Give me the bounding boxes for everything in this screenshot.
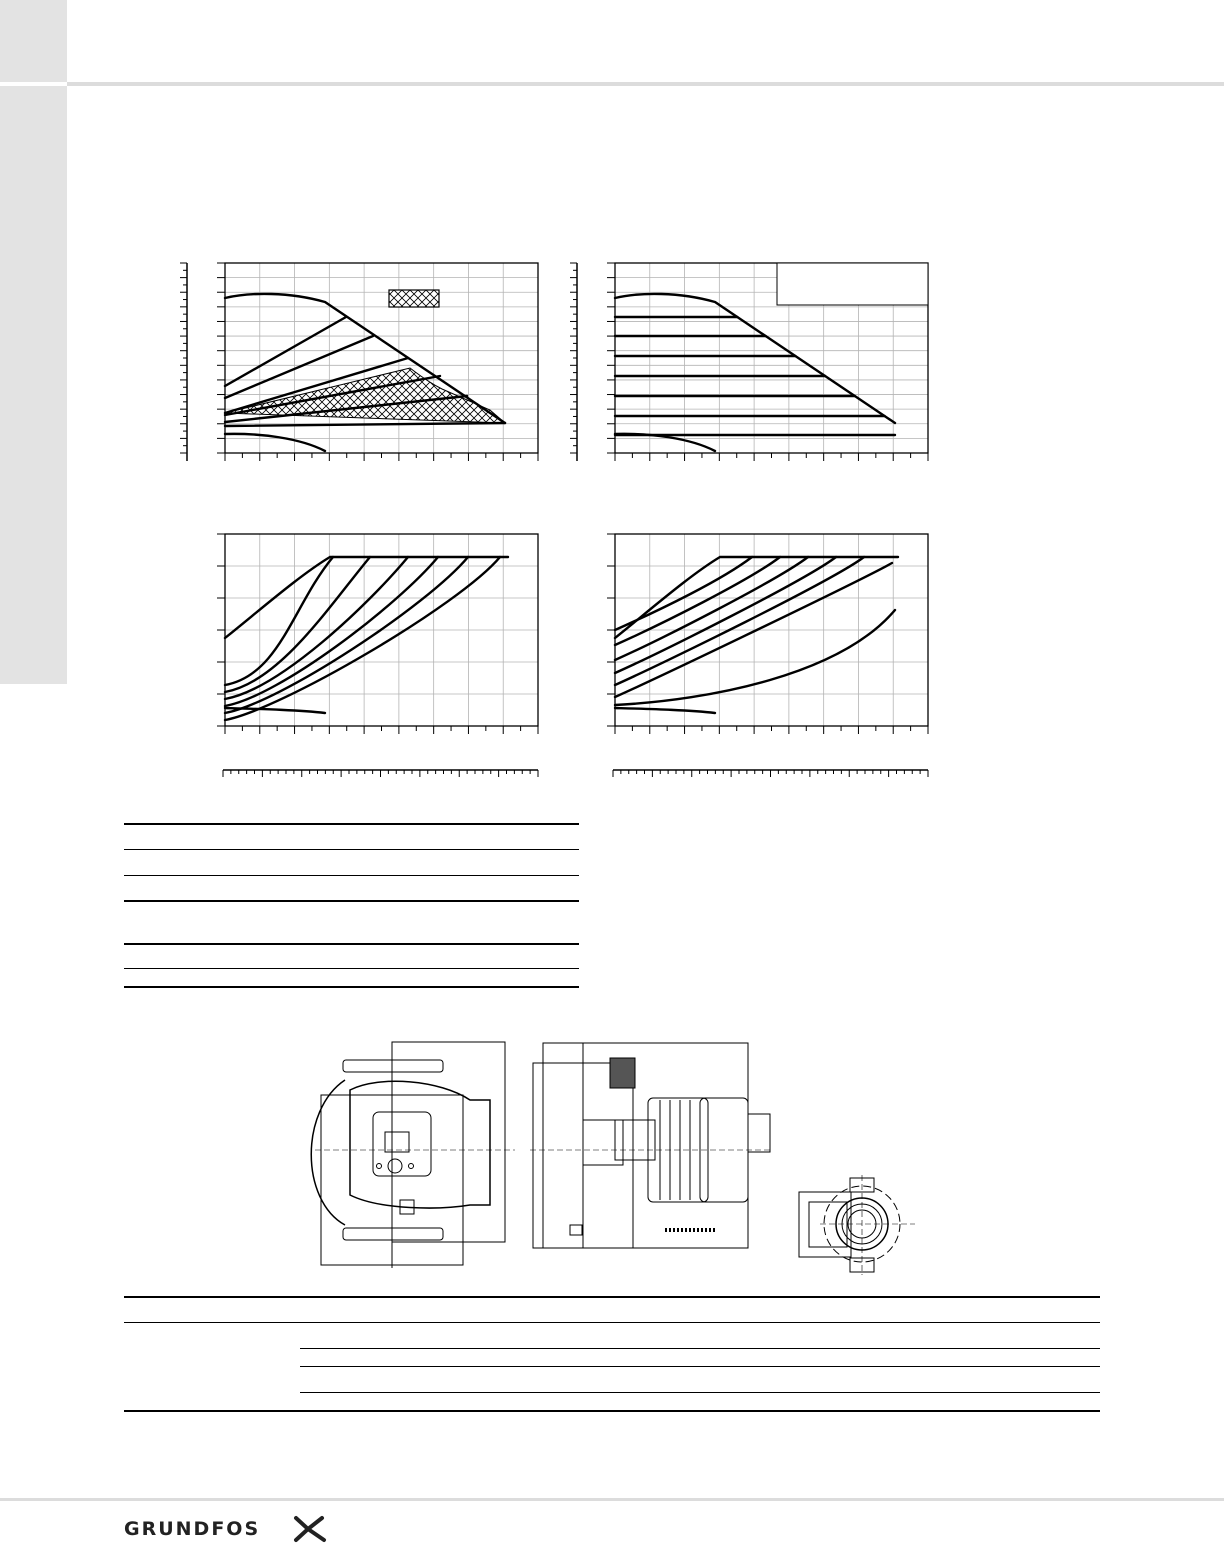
table-rule	[300, 1392, 1100, 1393]
section-sidebar	[0, 86, 67, 684]
table-rule	[124, 849, 579, 850]
table-rule	[124, 823, 579, 825]
table-rule	[124, 943, 579, 945]
flow-scale-right	[605, 760, 935, 780]
power-curve	[225, 557, 500, 720]
table-rule	[124, 1296, 1100, 1298]
min-power-curve	[225, 708, 325, 713]
table-rule	[124, 900, 579, 902]
min-curve	[615, 434, 715, 451]
max-curve	[615, 294, 895, 423]
power-curve	[225, 557, 333, 685]
power-curve	[615, 557, 864, 685]
grundfos-logo	[124, 1512, 334, 1548]
grundfos-x-icon	[294, 1516, 326, 1542]
chart-constant-pressure-power	[560, 525, 940, 735]
power-curve	[615, 557, 808, 660]
pump-side-section-drawing	[525, 1040, 775, 1265]
table-rule	[124, 986, 579, 988]
power-curve	[615, 557, 752, 630]
curve	[225, 317, 346, 386]
table-rule	[300, 1348, 1100, 1349]
chart-proportional-pressure-power	[170, 525, 550, 735]
max-power-curve	[225, 557, 508, 638]
header-rule	[67, 82, 1224, 86]
table-rule	[124, 1410, 1100, 1412]
table-rule	[124, 1322, 1100, 1323]
power-curve	[225, 557, 468, 713]
flow-scale-left	[215, 760, 545, 780]
logo-wordmark: GRUNDFOS	[124, 1518, 261, 1540]
table-rule	[300, 1366, 1100, 1367]
pump-front-view-drawing	[310, 1030, 520, 1270]
table-rule	[124, 875, 579, 876]
pump-flange-detail-drawing	[795, 1170, 920, 1280]
chart-proportional-pressure-qh	[170, 250, 550, 470]
footer-rule	[0, 1498, 1224, 1501]
power-curve	[225, 557, 438, 706]
table-rule	[124, 968, 579, 969]
chart-constant-pressure-qh	[560, 250, 940, 470]
min-power-curve	[615, 708, 715, 713]
legend-hatch-swatch	[389, 290, 439, 307]
legend-box	[777, 263, 928, 305]
section-tab	[0, 0, 67, 82]
min-curve	[225, 434, 325, 451]
